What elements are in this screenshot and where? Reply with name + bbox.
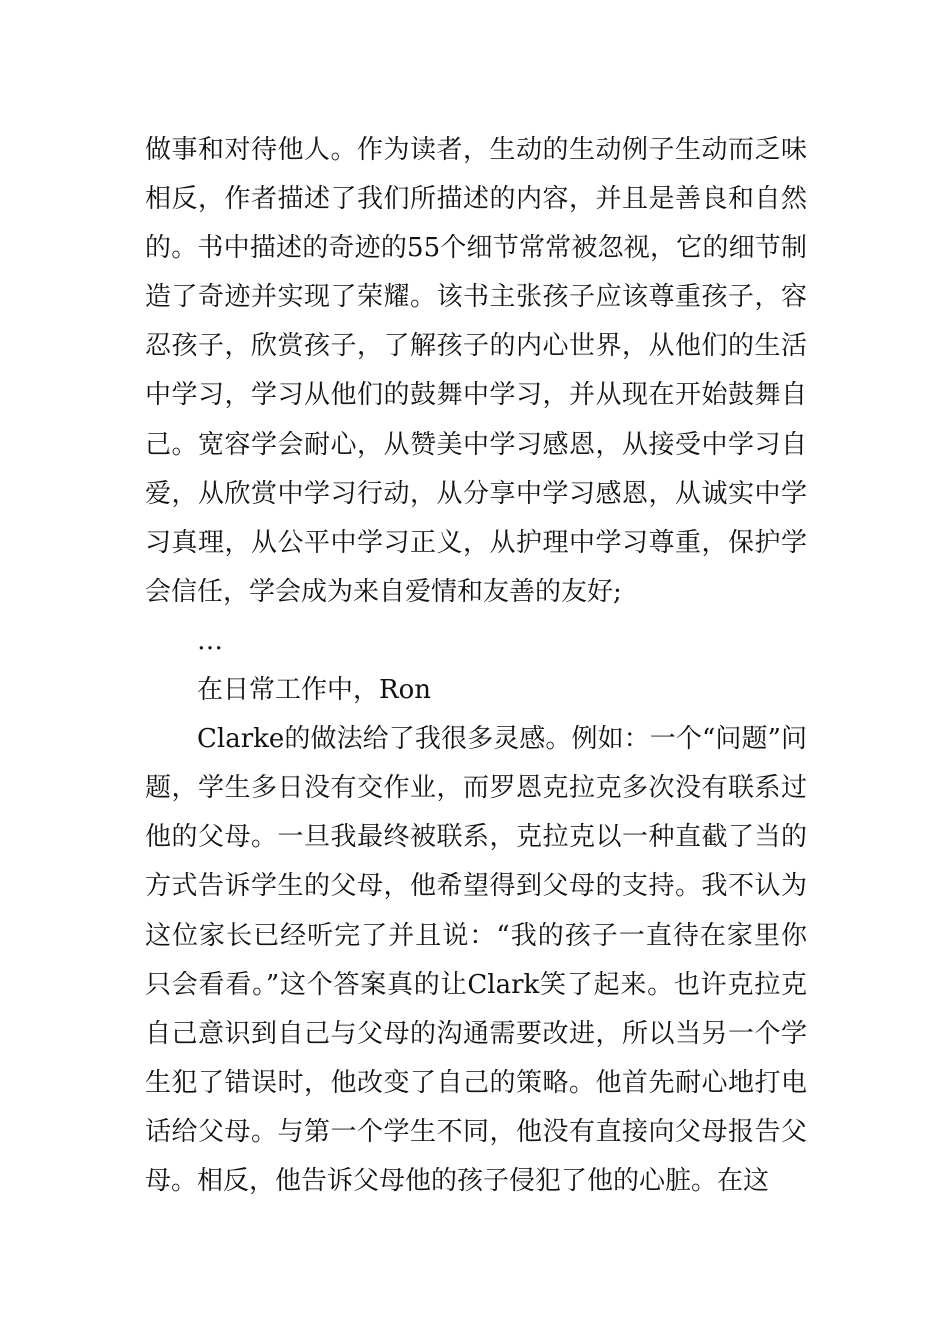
document-body [145,126,807,1206]
paragraph-clarke-story: Clarke的做法给了我很多灵感。例如：一个“问题”问题，学生多日没有交作业，而罗恩克拉克多次没有联系过他的父母。一旦我最终被联系，克拉克以一种直截了当的方式告诉学生的父母，他希望得到父母的支持。我不认为这位家长已经听完了并且说：“我的孩子一直待在家里你只会看看。”这个答案真的让Clark笑了起来。也许克拉克自己意识到自己与父母的沟通需要改进，所以当另一个学生犯了错误时，他改变了自己的策略。他首先耐心地打电话给父母。与第一个学生不同，他没有直接向父母报告父母。相反，他告诉父母他的孩子侵犯了他的心脏。在这 [145,724,807,1196]
paragraph-intro: 做事和对待他人。作为读者，生动的生动例子生动而乏味相反，作者描述了我们所描述的内容，并且是善良和自然的。书中描述的奇迹的55个细节常常被忽视，它的细节制造了奇迹并实现了荣耀。该书主张孩子应该尊重孩子，容忍孩子，欣赏孩子，了解孩子的内心世界，从他们的生活中学习，学习从他们的鼓舞中学习，并从现在开始鼓舞自己。宽容学会耐心，从赞美中学习感恩，从接受中学习自爱，从欣赏中学习行动，从分享中学习感恩，从诚实中学习真理，从公平中学习正义，从护理中学习尊重，保护学会信任，学会成为来自爱情和友善的友好; [145,135,807,607]
paragraph-ellipsis: … [197,625,224,656]
paragraph-work-intro: 在日常工作中，Ron [197,675,431,706]
